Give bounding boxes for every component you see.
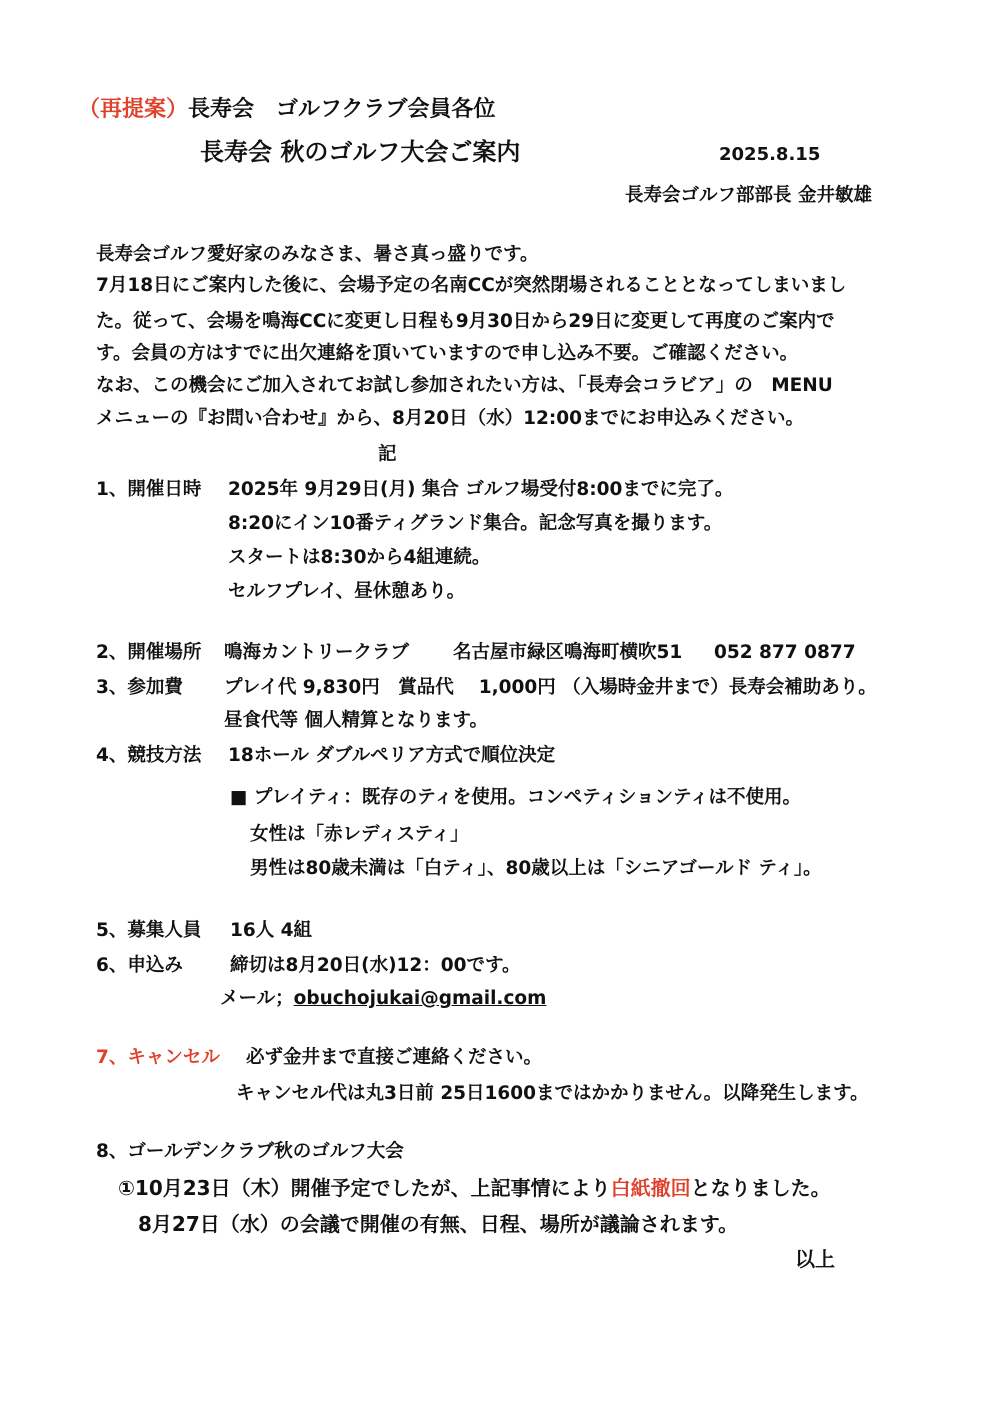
item4-tee: ■ プレイティ：既存のティを使用。コンペティションティは不使用。 xyxy=(230,787,801,808)
intro-line-3: た。従って、会場を鳴海CCに変更し日程も9月30日から29日に変更して再度のご案内で xyxy=(96,311,835,332)
item6-deadline: 締切は8月20日(水)12：00です。 xyxy=(230,955,521,976)
intro-line-4: す。会員の方はすでに出欠連絡を頂いていますので申し込み不要。ご確認ください。 xyxy=(96,343,799,364)
item1-line-1: 2025年 9月29日(月) 集合 ゴルフ場受付8:00までに完了。 xyxy=(228,479,734,500)
item7-label: 7、キャンセル xyxy=(96,1047,220,1068)
item8-label: 8、ゴールデンクラブ秋のゴルフ大会 xyxy=(96,1141,404,1162)
item3-line-2: 昼食代等 個人精算となります。 xyxy=(224,710,488,731)
item1-line-4: セルフプレイ、昼休憩あり。 xyxy=(228,581,466,602)
item3-label: 3、参加費 xyxy=(96,677,183,698)
item2-phone: 052 877 0877 xyxy=(714,642,856,663)
intro-line-5: なお、この機会にご加入されてお試し参加されたい方は、「長寿会コラビア」の MENU xyxy=(96,375,833,396)
item4-women: 女性は「赤レディスティ」 xyxy=(250,824,469,845)
item5-label: 5、募集人員 xyxy=(96,920,202,941)
item8-line-1-b: となりました。 xyxy=(690,1176,831,1200)
item7-line-2: キャンセル代は丸3日前 25日1600まではかかりません。以降発生します。 xyxy=(236,1083,869,1104)
mail-label: メール； xyxy=(220,988,294,1009)
item8-withdrawn: 白紙撤回 xyxy=(610,1176,691,1200)
item1-label: 1、開催日時 xyxy=(96,479,202,500)
item1-line-3: スタートは8:30から4組連続。 xyxy=(228,547,491,568)
item7-line-1: 必ず金井まで直接ご連絡ください。 xyxy=(246,1047,543,1068)
item8-line-2: 8月27日（水）の会議で開催の有無、日程、場所が議論されます。 xyxy=(138,1212,739,1236)
email-link[interactable]: obuchojukai@gmail.com xyxy=(293,988,547,1009)
intro-line-6: メニューの『お問い合わせ』から、8月20日（水）12:00までにお申込みください。 xyxy=(96,408,805,429)
ki-heading: 記 xyxy=(378,444,397,465)
item2-address: 名古屋市緑区鳴海町横吹51 xyxy=(453,642,683,663)
document-title: 長寿会 秋のゴルフ大会ご案内 xyxy=(200,138,521,166)
item5-text: 16人 4組 xyxy=(230,920,313,941)
item3-line-1: プレイ代 9,830円 賞品代 1,000円 （入場時金井まで）長寿会補助あり。 xyxy=(224,677,877,698)
item8-line-1-a: ①10月23日（木）開催予定でしたが、上記事情により xyxy=(118,1176,611,1200)
item4-men: 男性は80歳未満は「白ティ」、80歳以上は「シニアゴールド ティ」。 xyxy=(250,858,822,879)
item8-line-1 xyxy=(118,1174,831,1202)
reproposal-tag: （再提案） xyxy=(78,97,189,122)
closing: 以上 xyxy=(795,1247,835,1271)
addressee: 長寿会 ゴルフクラブ会員各位 xyxy=(188,97,496,122)
item2-label: 2、開催場所 xyxy=(96,642,202,663)
intro-line-1: 長寿会ゴルフ愛好家のみなさま、暑さ真っ盛りです。 xyxy=(96,244,539,265)
item4-label: 4、競技方法 xyxy=(96,745,202,766)
author: 長寿会ゴルフ部部長 金井敏雄 xyxy=(625,185,872,206)
item6-label: 6、申込み xyxy=(96,955,183,976)
item1-line-2: 8:20にイン10番ティグランド集合。記念写真を撮ります。 xyxy=(228,513,723,534)
item6-mail-line xyxy=(220,986,546,1012)
item4-text: 18ホール ダブルペリア方式で順位決定 xyxy=(228,745,556,766)
document-date: 2025.8.15 xyxy=(719,144,821,165)
intro-line-2: 7月18日にご案内した後に、会場予定の名南CCが突然閉場されることとなってしまいまし xyxy=(96,275,847,296)
item2-venue: 鳴海カントリークラブ xyxy=(224,642,410,663)
addressee-line xyxy=(78,95,495,125)
